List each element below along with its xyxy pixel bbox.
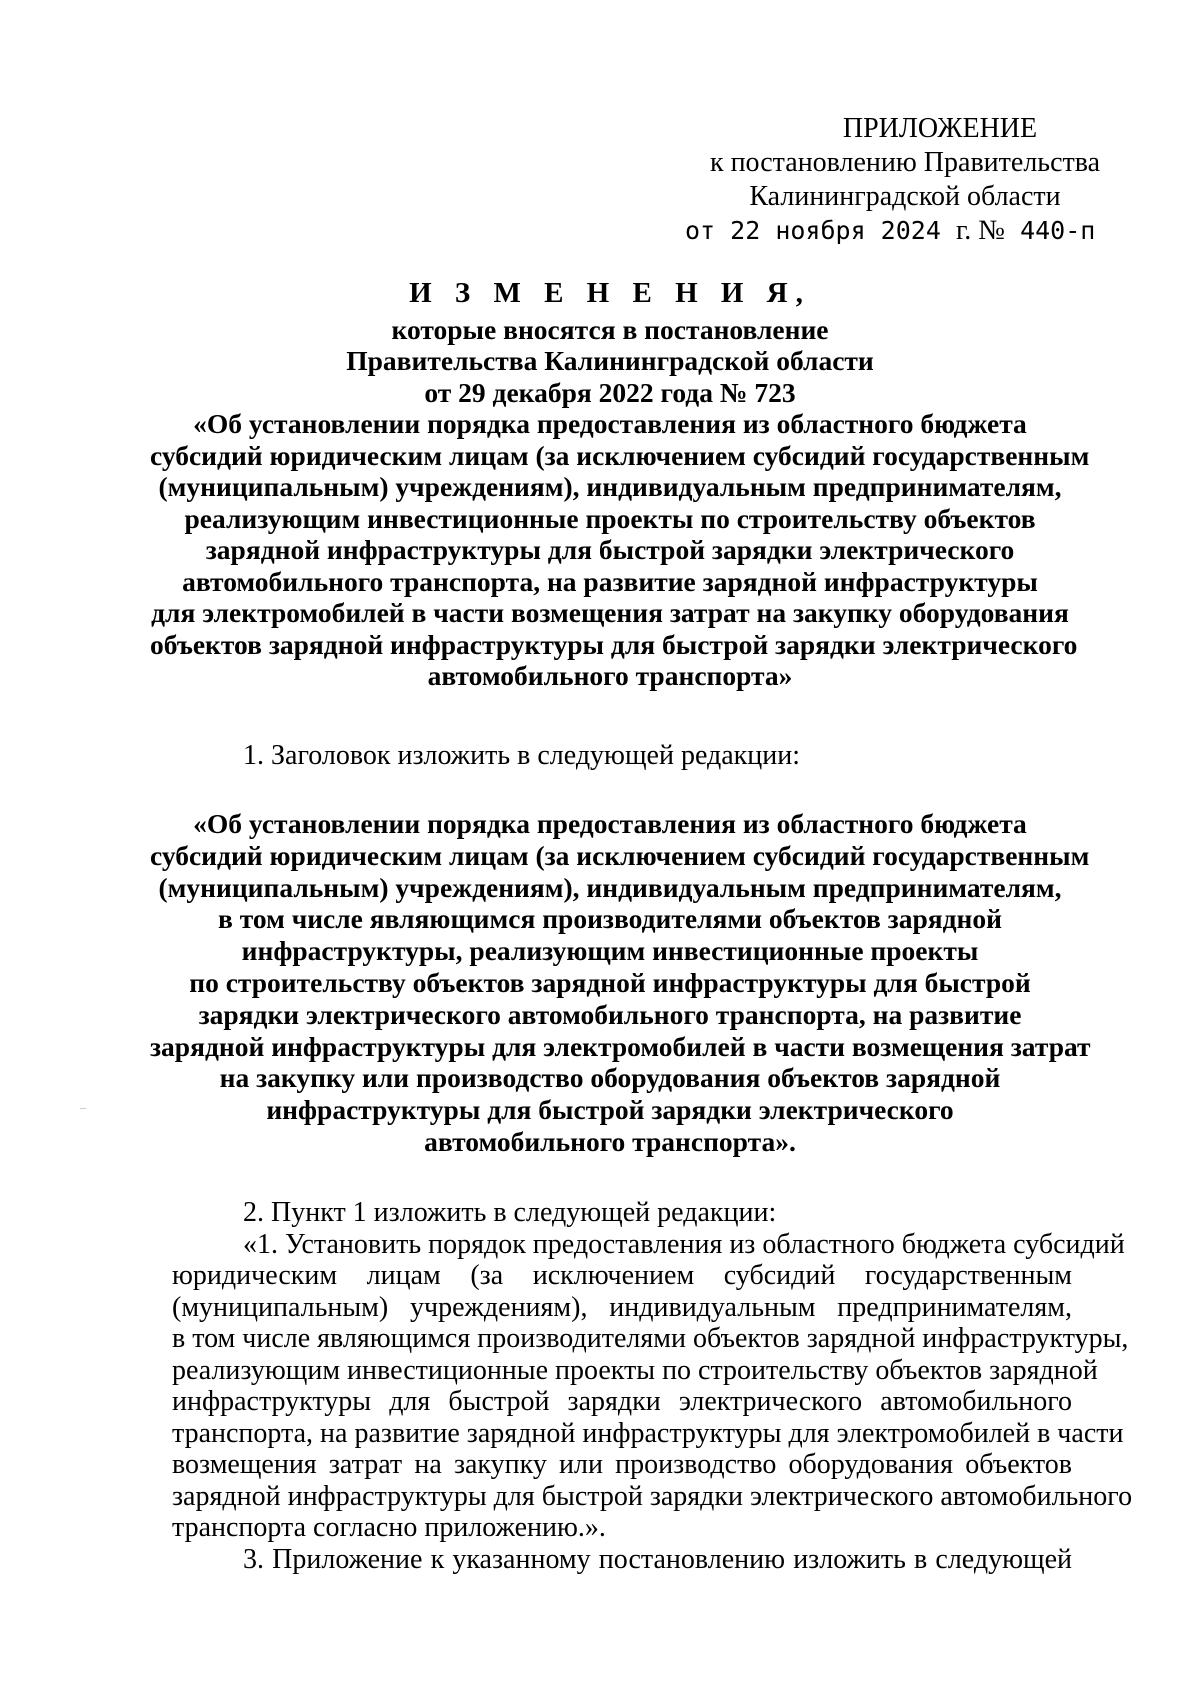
scan-margin-mark	[80, 1108, 86, 1109]
appendix-header	[685, 112, 1120, 248]
heading-line: которые вносятся в постановление	[391, 313, 829, 345]
item-2-intro: 2. Пункт 1 изложить в следующей редакции:	[243, 1197, 777, 1228]
date-mid: г. №	[955, 215, 1005, 246]
heading-line: автомобильного транспорта, на развитие зарядной инфраструктуры	[182, 565, 1038, 597]
item-2-line: (муниципальным) учреждениям), индивидуальным предпринимателям,	[172, 1291, 1072, 1323]
item-2-line: в том числе являющимся производителями объектов зарядной инфраструктуры,	[172, 1323, 1129, 1354]
new-title-quote	[150, 808, 1091, 1158]
appendix-title: ПРИЛОЖЕНИЕ	[842, 113, 1038, 144]
heading-line: Правительства Калининградской области	[346, 345, 874, 376]
item-2-line: реализующим инвестиционные проекты по строительству объектов зарядной	[172, 1354, 1098, 1386]
item-2-line: транспорта, на развитие зарядной инфраструктуры для электромобилей в части	[172, 1417, 1124, 1449]
quote-line: (муниципальным) учреждениям), индивидуальным предпринимателям,	[158, 871, 1062, 903]
date-prefix: от	[685, 216, 716, 245]
quote-line: субсидий юридическим лицам (за исключением субсидий государственным	[150, 839, 1090, 871]
heading-line: зарядной инфраструктуры для быстрой зарядки электрического	[205, 534, 1015, 565]
heading-line: (муниципальным) учреждениям), индивидуальным предпринимателям,	[158, 471, 1062, 502]
heading-line: автомобильного транспорта»	[427, 660, 793, 691]
item-2-line: зарядной инфраструктуры для быстрой зарядки электрического автомобильного	[172, 1480, 1133, 1512]
heading-line: объектов зарядной инфраструктуры для быстрой зарядки электрического	[150, 628, 1078, 660]
item-2-line: юридическим лицам (за исключением субсидий государственным	[172, 1260, 1072, 1291]
heading-line: реализующим инвестиционные проекты по строительству объектов	[184, 502, 1036, 534]
heading-line: «Об установлении порядка предоставления из областного бюджета	[193, 408, 1027, 439]
item-3-text: 3. Приложение к указанному постановлению изложить в следующей	[243, 1543, 1072, 1575]
item-2-line: возмещения затрат на закупку или производство оборудования объектов	[172, 1449, 1072, 1480]
changes-heading	[150, 277, 1090, 692]
quote-line: в том числе являющимся производителями объектов зарядной	[217, 903, 1002, 935]
quote-line: на закупку или производство оборудования объектов зарядной	[219, 1062, 1001, 1094]
quote-line: инфраструктуры, реализующим инвестиционные проекты	[241, 935, 979, 967]
item-2-line: транспорта согласно приложению.».	[172, 1512, 606, 1543]
quote-line: автомобильного транспорта».	[424, 1125, 796, 1157]
quote-line: инфраструктуры для быстрой зарядки электрического	[266, 1094, 954, 1126]
heading-title: И З М Е Н Е Н И Я,	[409, 277, 811, 309]
heading-line: субсидий юридическим лицам (за исключением субсидий государственным	[150, 439, 1090, 471]
quote-line: зарядки электрического автомобильного транспорта, на развитие	[198, 998, 1022, 1030]
appendix-date-line	[685, 214, 1120, 248]
heading-line: для электромобилей в части возмещения затрат на закупку оборудования	[151, 597, 1069, 628]
heading-line: от 29 декабря 2022 года № 723	[424, 376, 796, 408]
quote-line: по строительству объектов зарядной инфраструктуры для быстрой	[189, 966, 1031, 998]
item-2	[172, 1197, 1133, 1575]
item-2-line: инфраструктуры для быстрой зарядки электрического автомобильного	[172, 1386, 1072, 1417]
quote-line: «Об установлении порядка предоставления из областного бюджета	[193, 808, 1027, 839]
appendix-line-2: Калининградской области	[749, 181, 1061, 212]
item-2-line: «1. Установить порядок предоставления из областного бюджета субсидий	[243, 1228, 1125, 1260]
decree-number: 440-п	[1020, 216, 1096, 245]
quote-line: зарядной инфраструктуры для электромобилей в части возмещения затрат	[150, 1030, 1091, 1062]
date-value: 22 ноября 2024	[730, 216, 941, 245]
appendix-line-1: к постановлению Правительства	[709, 147, 1101, 178]
item-1	[172, 740, 1072, 772]
item-1-text: 1. Заголовок изложить в следующей редакции:	[243, 740, 801, 771]
